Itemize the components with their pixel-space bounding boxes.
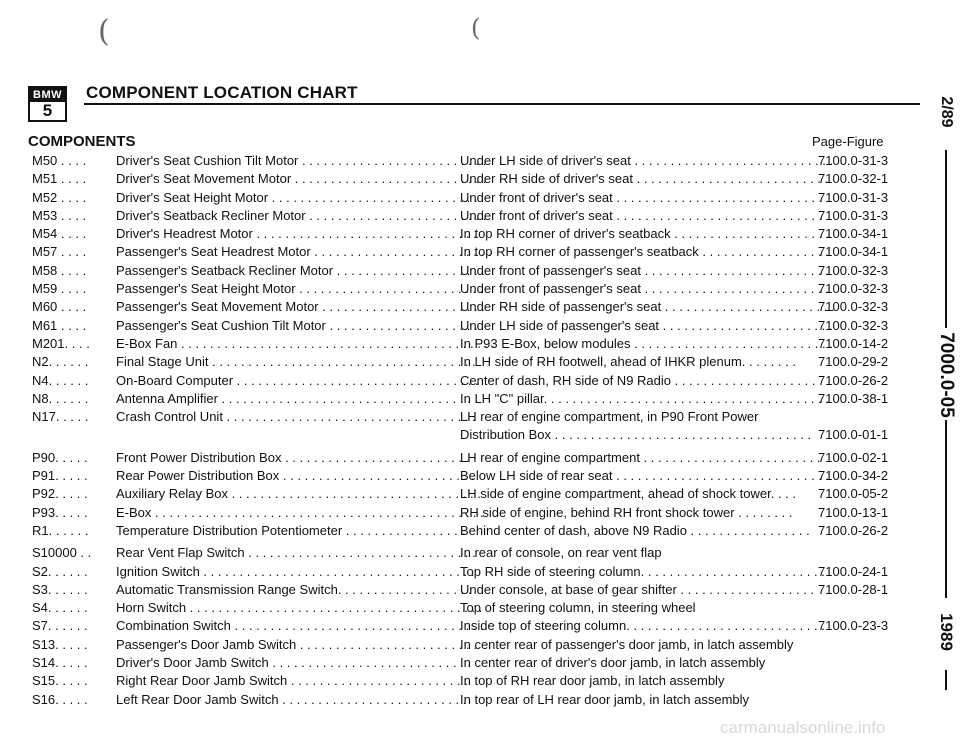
component-name: Passenger's Seat Height Motor . . . . . . . . . . . . . . . . . . . . . . . . . . (116, 281, 484, 297)
table-row (32, 189, 912, 207)
component-name: Antenna Amplifier . . . . . . . . . . . . . . . . . . . . . . . . . . . . . . . . . . . . (116, 390, 478, 406)
component-location: Under RH side of passenger's seat . . . . . . . . . . . . . . . . . . . . . . . . (460, 299, 835, 315)
table-row (32, 408, 912, 426)
component-code: M53 . . . . (32, 207, 87, 223)
margin-rule (945, 420, 947, 598)
table-row (32, 691, 912, 709)
page-figure: 7100.0-13-1 (818, 504, 889, 520)
component-location: Under front of passenger's seat . . . . . . . . . . . . . . . . . . . . . . . . . . (460, 262, 829, 278)
component-location: Inside top of steering column. . . . . . . . . . . . . . . . . . . . . . . . . . . . (460, 618, 825, 634)
component-code: S4. . . . . . (32, 600, 88, 616)
component-name: Driver's Headrest Motor . . . . . . . . . . . . . . . . . . . . . . . . . . . . . . . (116, 226, 477, 242)
watermark: carmanualsonline.info (720, 718, 886, 737)
table-row (32, 672, 912, 690)
page-figure: 7100.0-24-1 (818, 563, 889, 579)
component-name: E-Box . . . . . . . . . . . . . . . . . . . . . . . . . . . . . . . . . . . . . . . . . . . . . . (116, 504, 484, 520)
table-row (32, 262, 912, 280)
component-location: In center rear of driver's door jamb, in latch assembly (460, 655, 766, 671)
table-row (32, 317, 912, 335)
page-figure: 7100.0-38-1 (818, 390, 889, 406)
component-name: Right Rear Door Jamb Switch . . . . . . . . . . . . . . . . . . . . . . . . . (116, 673, 468, 689)
component-code: S7. . . . . . (32, 618, 88, 634)
table-row (32, 225, 912, 243)
component-location: RH side of engine, behind RH front shock tower . . . . . . . . (460, 504, 793, 520)
component-name: Final Stage Unit . . . . . . . . . . . . . . . . . . . . . . . . . . . . . . . . . . . . . (116, 354, 476, 370)
table-row (32, 599, 912, 617)
table-row (32, 563, 912, 581)
page-figure: 7100.0-29-2 (818, 354, 889, 370)
page-figure: 7100.0-32-1 (818, 171, 889, 187)
component-location: In rear of console, on rear vent flap (460, 545, 662, 561)
component-code: R1. . . . . . (32, 522, 89, 538)
component-code: S3. . . . . . (32, 581, 88, 597)
margin-rule (945, 150, 947, 328)
table-row (32, 617, 912, 635)
table-row (32, 449, 912, 467)
component-name: On-Board Computer . . . . . . . . . . . . . . . . . . . . . . . . . . . . . . . . . . (116, 372, 479, 388)
table-row (32, 243, 912, 261)
component-code: S13. . . . . (32, 636, 88, 652)
page-figure: 7100.0-32-3 (818, 299, 889, 315)
table-row (32, 426, 912, 444)
component-name: Auxiliary Relay Box . . . . . . . . . . . . . . . . . . . . . . . . . . . . . . . . . . . (116, 486, 481, 502)
component-code: P93. . . . . (32, 504, 88, 520)
table-row (32, 654, 912, 672)
component-name: Combination Switch . . . . . . . . . . . . . . . . . . . . . . . . . . . . . . . . . . . (116, 618, 484, 634)
component-location: In LH "C" pillar. . . . . . . . . . . . . . . . . . . . . . . . . . . . . . . . . . . . . . . . (460, 390, 829, 406)
component-name: Passenger's Seat Cushion Tilt Motor . . . . . . . . . . . . . . . . . . . . . (116, 317, 478, 333)
component-location: In center rear of passenger's door jamb, in latch assembly (460, 636, 794, 652)
component-code: S15. . . . . (32, 673, 88, 689)
page-figure: 7100.0-34-1 (818, 244, 889, 260)
component-name: Passenger's Seatback Recliner Motor . . . . . . . . . . . . . . . . . . . . . (116, 262, 485, 278)
component-code: M60 . . . . (32, 299, 87, 315)
table-row (32, 207, 912, 225)
component-name: Rear Vent Flap Switch . . . . . . . . . . . . . . . . . . . . . . . . . . . . . . . . (116, 545, 476, 561)
component-name: Passenger's Seat Headrest Motor . . . . . . . . . . . . . . . . . . . . . . . . . (116, 244, 492, 260)
side-page-number: 7000.0-05 (936, 332, 957, 418)
component-name: Driver's Seat Cushion Tilt Motor . . . . . . . . . . . . . . . . . . . . . . . . . . (116, 153, 487, 168)
component-code: P91. . . . . (32, 468, 88, 484)
component-location: LH rear of engine compartment . . . . . . . . . . . . . . . . . . . . . . . . . (460, 449, 821, 465)
table-row (32, 467, 912, 485)
component-code: S14. . . . . (32, 655, 88, 671)
page-figure: 7100.0-23-3 (818, 618, 889, 634)
component-location: Below LH side of rear seat . . . . . . . . . . . . . . . . . . . . . . . . . . . . . . (460, 468, 830, 484)
punch-mark: ( (98, 14, 110, 49)
component-location: Distribution Box . . . . . . . . . . . . . . . . . . . . . . . . . . . . . . . . . . . . (460, 427, 812, 443)
page-figure-heading: Page-Figure (812, 134, 884, 149)
component-code: M57 . . . . (32, 244, 87, 260)
component-location: Center of dash, RH side of N9 Radio . . . . . . . . . . . . . . . . . . . . (460, 372, 816, 388)
component-name: Horn Switch . . . . . . . . . . . . . . . . . . . . . . . . . . . . . . . . . . . . . . . . . (116, 600, 483, 616)
page-figure: 7100.0-28-1 (818, 581, 889, 597)
component-code: N17. . . . . (32, 409, 89, 425)
page-figure: 7100.0-31-3 (818, 153, 889, 168)
table-row (32, 372, 912, 390)
punch-mark: ( (471, 14, 481, 42)
page-figure: 7100.0-26-2 (818, 372, 889, 388)
component-name: Driver's Seatback Recliner Motor . . . . . . . . . . . . . . . . . . . . . . . . . (116, 207, 487, 223)
bmw-5-series-logo (28, 86, 67, 122)
component-location: In top of RH rear door jamb, in latch assembly (460, 673, 725, 689)
component-code: M58 . . . . (32, 262, 87, 278)
page-figure: 7100.0-34-2 (818, 468, 889, 484)
component-code: M61 . . . . (32, 317, 87, 333)
logo-brand: BMW (30, 88, 65, 102)
component-location: Under LH side of driver's seat . . . . . . . . . . . . . . . . . . . . . . . . . . . . (460, 153, 834, 168)
component-code: S2. . . . . . (32, 563, 88, 579)
component-location: LH rear of engine compartment, in P90 Front Power (460, 409, 759, 425)
component-name: E-Box Fan . . . . . . . . . . . . . . . . . . . . . . . . . . . . . . . . . . . . . . . . . . . . (116, 335, 496, 351)
table-row (32, 298, 912, 316)
component-name: Rear Power Distribution Box . . . . . . . . . . . . . . . . . . . . . . . . . . . (116, 468, 475, 484)
component-code: P92. . . . . (32, 486, 88, 502)
component-name: Ignition Switch . . . . . . . . . . . . . . . . . . . . . . . . . . . . . . . . . . . . . . (116, 563, 475, 579)
component-location: Under LH side of passenger's seat . . . . . . . . . . . . . . . . . . . . . . . . (460, 317, 833, 333)
component-name: Driver's Door Jamb Switch . . . . . . . . . . . . . . . . . . . . . . . . . . . . (116, 655, 471, 671)
component-name: Left Rear Door Jamb Switch . . . . . . . . . . . . . . . . . . . . . . . . . . (116, 691, 467, 707)
side-year: 1989 (937, 613, 956, 651)
component-location: Under front of driver's seat . . . . . . . . . . . . . . . . . . . . . . . . . . . . . (460, 207, 823, 223)
table-row (32, 544, 912, 562)
component-name: Driver's Seat Movement Motor . . . . . . . . . . . . . . . . . . . . . . . . . . . (116, 171, 487, 187)
side-date: 2/89 (938, 96, 955, 128)
component-code: M201. . . . (32, 335, 90, 351)
table-row (32, 522, 912, 540)
page-figure: 7100.0-32-3 (818, 281, 889, 297)
component-list (32, 152, 912, 709)
component-location: Under front of driver's seat . . . . . . . . . . . . . . . . . . . . . . . . . . . . . (460, 189, 823, 205)
component-code: M51 . . . . (32, 171, 87, 187)
table-row (32, 636, 912, 654)
component-code: M50 . . . . (32, 153, 87, 168)
table-row (32, 581, 912, 599)
component-name: Automatic Transmission Range Switch. . . . . . . . . . . . . . . . . . . (116, 581, 472, 597)
component-location: Top RH side of steering column. . . . . . . . . . . . . . . . . . . . . . . . . . (460, 563, 825, 579)
component-location: In top RH corner of driver's seatback . . . . . . . . . . . . . . . . . . . . . . (460, 226, 830, 242)
margin-rule (945, 670, 947, 690)
title-divider (84, 103, 920, 105)
component-location: Under front of passenger's seat . . . . . . . . . . . . . . . . . . . . . . . . . . (460, 281, 829, 297)
component-code: N2. . . . . . (32, 354, 89, 370)
component-location: In LH side of RH footwell, ahead of IHKR plenum. . . . . . . . (460, 354, 796, 370)
table-row (32, 504, 912, 522)
table-row (32, 170, 912, 188)
component-location: In top RH corner of passenger's seatback . . . . . . . . . . . . . . . . . . (460, 244, 829, 260)
table-row (32, 485, 912, 503)
component-name: Crash Control Unit . . . . . . . . . . . . . . . . . . . . . . . . . . . . . . . . . . . (116, 409, 476, 425)
page-figure: 7100.0-05-2 (818, 486, 889, 502)
component-code: N4. . . . . . (32, 372, 89, 388)
page-figure: 7100.0-34-1 (818, 226, 889, 242)
page-figure: 7100.0-31-3 (818, 207, 889, 223)
page-figure: 7100.0-32-3 (818, 317, 889, 333)
page-figure: 7100.0-01-1 (818, 427, 889, 443)
table-row (32, 152, 912, 170)
page-figure: 7100.0-31-3 (818, 189, 889, 205)
page-figure: 7100.0-14-2 (818, 335, 889, 351)
table-row (32, 390, 912, 408)
page-figure: 7100.0-02-1 (818, 449, 889, 465)
component-code: S16. . . . . (32, 691, 88, 707)
component-location: Behind center of dash, above N9 Radio . . . . . . . . . . . . . . . . . (460, 522, 810, 538)
section-heading: COMPONENTS (28, 133, 136, 150)
component-location: In P93 E-Box, below modules . . . . . . . . . . . . . . . . . . . . . . . . . . . . (460, 335, 833, 351)
table-row (32, 353, 912, 371)
component-name: Passenger's Seat Movement Motor . . . . . . . . . . . . . . . . . . . . . . . (116, 299, 485, 315)
component-code: M59 . . . . (32, 281, 87, 297)
table-row (32, 335, 912, 353)
logo-series: 5 (42, 101, 53, 120)
component-name: Front Power Distribution Box . . . . . . . . . . . . . . . . . . . . . . . . . . (116, 449, 470, 465)
page-figure: 7100.0-26-2 (818, 522, 889, 538)
component-location: Top of steering column, in steering wheel (460, 600, 696, 616)
component-location: Under console, at base of gear shifter . . . . . . . . . . . . . . . . . . . (460, 581, 815, 597)
page-figure: 7100.0-32-3 (818, 262, 889, 278)
page-title: COMPONENT LOCATION CHART (86, 83, 358, 102)
component-code: M52 . . . . (32, 189, 87, 205)
component-location: LH side of engine compartment, ahead of shock tower. . . . (460, 486, 797, 502)
component-code: P90. . . . . (32, 449, 88, 465)
component-name: Temperature Distribution Potentiometer . . . . . . . . . . . . . . . . . (116, 522, 465, 538)
component-name: Driver's Seat Height Motor . . . . . . . . . . . . . . . . . . . . . . . . . . . . . (116, 189, 478, 205)
component-location: Under RH side of driver's seat . . . . . . . . . . . . . . . . . . . . . . . . . . . (460, 171, 829, 187)
component-name: Passenger's Door Jamb Switch . . . . . . . . . . . . . . . . . . . . . . . . . (116, 636, 477, 652)
component-code: S10000 . . (32, 545, 92, 561)
component-location: In top rear of LH rear door jamb, in latch assembly (460, 691, 750, 707)
component-code: N8. . . . . . (32, 390, 89, 406)
component-code: M54 . . . . (32, 226, 87, 242)
table-row (32, 280, 912, 298)
